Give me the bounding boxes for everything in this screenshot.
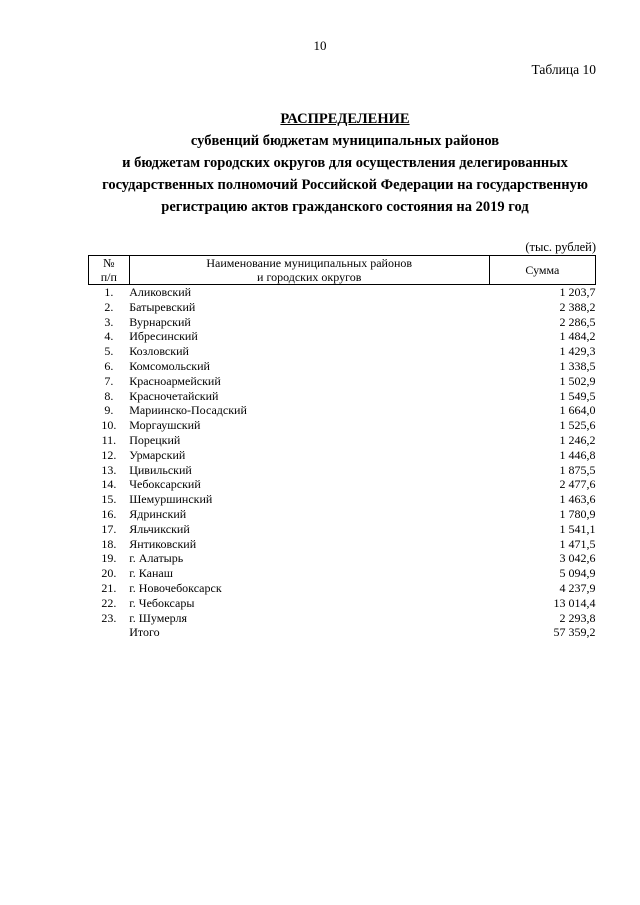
table-row	[89, 300, 596, 315]
document-title	[80, 108, 610, 218]
table-row	[89, 374, 596, 389]
row-number: 11.	[101, 432, 117, 447]
row-name: Мариинско-Посадский	[129, 403, 247, 418]
row-name: Моргаушский	[129, 418, 201, 433]
header-sum: Сумма	[489, 256, 595, 285]
row-name: Ядринский	[129, 506, 187, 521]
units-note: (тыс. рублей)	[525, 240, 596, 254]
row-name: Яльчикский	[129, 521, 190, 536]
row-sum: 1 549,5	[559, 388, 596, 403]
row-name: Чебоксарский	[129, 477, 201, 492]
row-sum: 1 246,2	[559, 432, 596, 447]
table-row	[89, 359, 596, 374]
row-number: 16.	[101, 506, 117, 521]
row-sum: 2 388,2	[559, 299, 596, 314]
row-sum: 1 471,5	[559, 536, 596, 551]
total-sum: 57 359,2	[553, 625, 596, 640]
row-sum: 1 502,9	[559, 373, 596, 388]
row-number: 17.	[101, 521, 117, 536]
row-name: Комсомольский	[129, 358, 210, 373]
row-number: 6.	[104, 358, 114, 373]
row-sum: 2 477,6	[559, 477, 596, 492]
row-name: Красноармейский	[129, 373, 221, 388]
row-number: 22.	[101, 595, 117, 610]
table-row	[89, 551, 596, 566]
table-row	[89, 537, 596, 552]
title-line: субвенций бюджетам муниципальных районов	[190, 133, 500, 149]
page-number: 10	[313, 38, 327, 53]
row-name: Козловский	[129, 344, 189, 359]
header-name-line1: Наименование муниципальных районов	[206, 256, 413, 270]
table-row	[89, 492, 596, 507]
row-sum: 1 664,0	[559, 403, 596, 418]
table-label: Таблица 10	[531, 62, 596, 77]
row-name: г. Шумерля	[129, 610, 187, 625]
row-number: 21.	[101, 580, 117, 595]
table-row	[89, 566, 596, 581]
row-number: 15.	[101, 492, 117, 507]
table-row	[89, 463, 596, 478]
row-name: Порецкий	[129, 432, 181, 447]
row-number: 4.	[104, 329, 114, 344]
row-name: г. Алатырь	[129, 551, 184, 566]
row-number: 13.	[101, 462, 117, 477]
row-sum: 1 484,2	[559, 329, 596, 344]
row-sum: 2 293,8	[559, 610, 596, 625]
table-row	[89, 522, 596, 537]
header-number-line1: №	[103, 256, 115, 270]
table-row	[89, 596, 596, 611]
row-number: 5.	[104, 344, 114, 359]
row-number: 14.	[101, 477, 117, 492]
row-sum: 4 237,9	[559, 580, 596, 595]
row-name: Ибресинский	[129, 329, 198, 344]
title-line: регистрацию актов гражданского состояния на 2019 год	[161, 199, 529, 215]
row-sum: 1 203,7	[559, 285, 596, 299]
table-row	[89, 477, 596, 492]
header-number	[89, 256, 130, 285]
total-row	[89, 625, 596, 640]
table-row	[89, 329, 596, 344]
row-number: 1.	[104, 285, 114, 299]
row-name: Шемуршинский	[129, 492, 213, 507]
row-sum: 1 446,8	[559, 447, 596, 462]
table-row	[89, 448, 596, 463]
row-name: г. Чебоксары	[129, 595, 195, 610]
row-name: г. Новочебоксарск	[129, 580, 222, 595]
row-number: 20.	[101, 566, 117, 581]
total-number	[89, 625, 130, 640]
row-sum: 2 286,5	[559, 314, 596, 329]
row-name: г. Канаш	[129, 566, 173, 581]
table-row	[89, 344, 596, 359]
table-row	[89, 315, 596, 330]
table-header-row	[89, 256, 596, 285]
table-row	[89, 433, 596, 448]
row-sum: 1 525,6	[559, 418, 596, 433]
row-sum: 1 780,9	[559, 506, 596, 521]
title-line: и бюджетам городских округов для осуществления делегированных	[122, 155, 568, 171]
row-name: Янтиковский	[129, 536, 197, 551]
row-number: 7.	[104, 373, 114, 388]
table-row	[89, 285, 596, 300]
row-name: Аликовский	[129, 285, 192, 299]
row-name: Вурнарский	[129, 314, 191, 329]
row-number: 3.	[104, 314, 114, 329]
row-number: 2.	[104, 299, 114, 314]
row-number: 8.	[104, 388, 114, 403]
total-label: Итого	[129, 625, 160, 640]
row-sum: 3 042,6	[559, 551, 596, 566]
row-number: 12.	[101, 447, 117, 462]
header-name-line2: и городских округов	[257, 270, 362, 284]
row-number: 9.	[104, 403, 114, 418]
header-name	[129, 256, 489, 285]
row-number: 19.	[101, 551, 117, 566]
row-sum: 1 338,5	[559, 358, 596, 373]
row-sum: 1 429,3	[559, 344, 596, 359]
table-row	[89, 418, 596, 433]
row-number: 10.	[101, 418, 117, 433]
table-row	[89, 507, 596, 522]
row-name: Урмарский	[129, 447, 186, 462]
row-name: Красночетайский	[129, 388, 219, 403]
header-number-line2: п/п	[100, 270, 117, 284]
row-number: 23.	[101, 610, 117, 625]
table-row	[89, 389, 596, 404]
table-row	[89, 581, 596, 596]
row-name: Цивильский	[129, 462, 192, 477]
row-sum: 13 014,4	[553, 595, 596, 610]
row-sum: 1 463,6	[559, 492, 596, 507]
row-name: Батыревский	[129, 299, 196, 314]
distribution-table	[88, 255, 596, 640]
table-row	[89, 403, 596, 418]
title-main: РАСПРЕДЕЛЕНИЕ	[280, 111, 410, 127]
row-sum: 1 541,1	[559, 521, 596, 536]
row-number: 18.	[101, 536, 117, 551]
title-line: государственных полномочий Российской Федерации на государственную	[102, 177, 588, 193]
row-sum: 5 094,9	[559, 566, 596, 581]
table-row	[89, 611, 596, 626]
row-sum: 1 875,5	[559, 462, 596, 477]
